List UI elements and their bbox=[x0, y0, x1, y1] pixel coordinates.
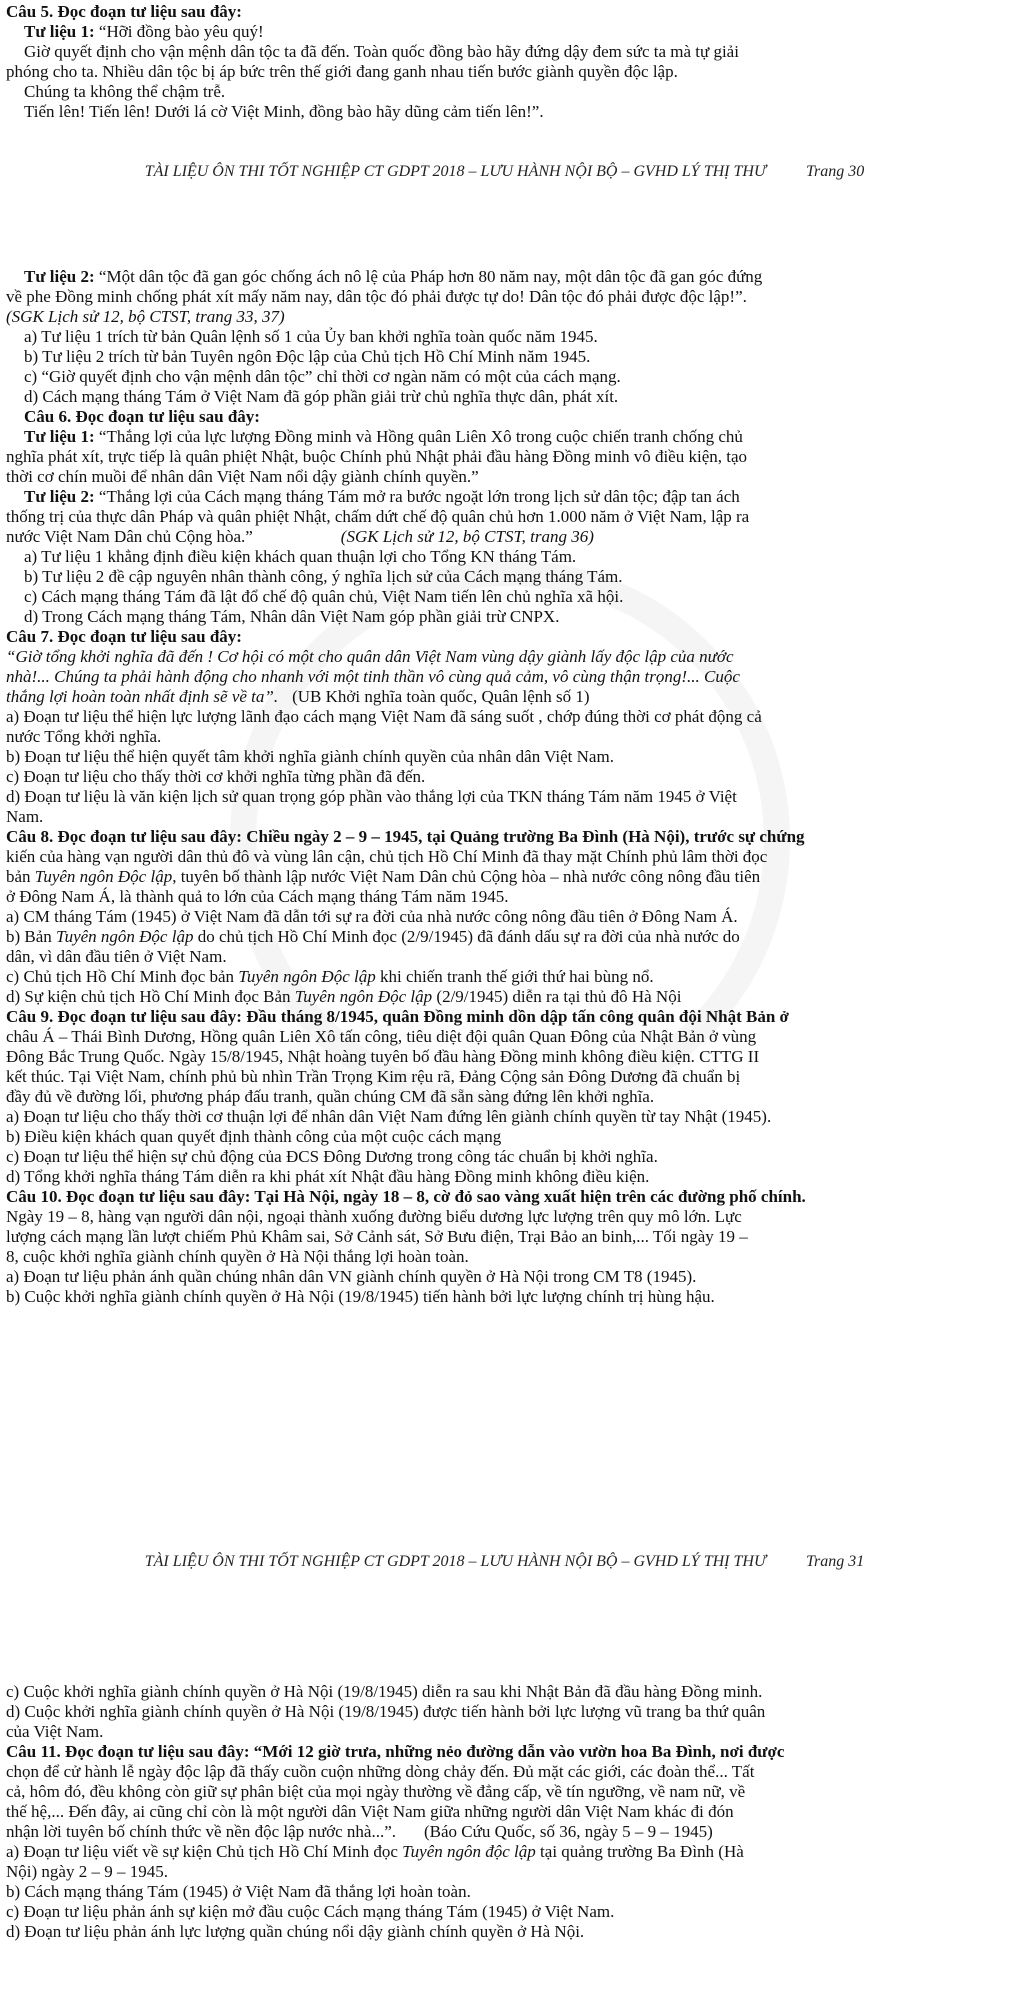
q5-option-b: b) Tư liệu 2 trích từ bản Tuyên ngôn Độc lập của Chủ tịch Hồ Chí Minh năm 1945. bbox=[24, 347, 591, 366]
q6-tl1-line: “Thắng lợi của lực lượng Đồng minh và Hồng quân Liên Xô trong cuộc chiến tranh chống chủ bbox=[94, 427, 743, 446]
q7-option-d: d) Đoạn tư liệu là văn kiện lịch sử quan trọng góp phần vào thắng lợi của TKN tháng Tám năm 1945 ở Việt bbox=[6, 787, 737, 806]
q9-line: kết thúc. Tại Việt Nam, chính phủ bù nhìn Trần Trọng Kim rệu rã, Đảng Cộng sản Đông Dương đã chuẩn bị bbox=[6, 1067, 741, 1086]
q10-option-d-cont: của Việt Nam. bbox=[6, 1722, 104, 1741]
tl1-line: Chúng ta không thể chậm trễ. bbox=[24, 82, 226, 101]
page-31-content bbox=[6, 267, 1003, 1307]
q5-intro: Câu 5. Đọc đoạn tư liệu sau đây: bbox=[6, 2, 242, 21]
page-30-content bbox=[6, 2, 1003, 122]
q10-line: Câu 10. Đọc đoạn tư liệu sau đây: Tại Hà Nội, ngày 18 – 8, cờ đỏ sao vàng xuất hiện trên các đường phố chính. bbox=[6, 1187, 806, 1206]
q8-option-c-italic: Tuyên ngôn Độc lập bbox=[238, 967, 376, 986]
q10-option-d: d) Cuộc khởi nghĩa giành chính quyền ở Hà Nội (19/8/1945) được tiến hành bởi lực lượng vũ trang ba thứ quân bbox=[6, 1702, 766, 1721]
q10-line: 8, cuộc khởi nghĩa giành chính quyền ở Hà Nội thắng lợi hoàn toàn. bbox=[6, 1247, 469, 1266]
q9-line: châu Á – Thái Bình Dương, Hồng quân Liên Xô tấn công, tiêu diệt đội quân Quan Đông của Nhật Bản ở vùng bbox=[6, 1027, 757, 1046]
q7-source: (UB Khởi nghĩa toàn quốc, Quân lệnh số 1) bbox=[292, 687, 590, 706]
q8-option-b-rest: do chủ tịch Hồ Chí Minh đọc (2/9/1945) đã đánh dấu sự ra đời của nhà nước do bbox=[193, 927, 740, 946]
q5-option-c: c) “Giờ quyết định cho vận mệnh dân tộc” chỉ thời cơ ngàn năm có một của cách mạng. bbox=[24, 367, 621, 386]
q11-option-a-rest: tại quảng trường Ba Đình (Hà bbox=[535, 1842, 744, 1861]
q10-line: lượng cách mạng lần lượt chiếm Phủ Khâm sai, Sở Cảnh sát, Sở Bưu điện, Trại Bảo an binh,... Tối ngày 19 – bbox=[6, 1227, 748, 1246]
q8-line-part: bản bbox=[6, 867, 35, 886]
q6-option-a: a) Tư liệu 1 khẳng định điều kiện khách quan thuận lợi cho Tổng KN tháng Tám. bbox=[24, 547, 577, 566]
q9-option-a: a) Đoạn tư liệu cho thấy thời cơ thuận lợi để nhân dân Việt Nam đứng lên giành chính quyền từ tay Nhật (1945). bbox=[6, 1107, 772, 1126]
q5-option-a: a) Tư liệu 1 trích từ bản Quân lệnh số 1 của Ủy ban khởi nghĩa toàn quốc năm 1945. bbox=[24, 327, 598, 346]
q7-option-a-cont: nước Tổng khởi nghĩa. bbox=[6, 727, 162, 746]
q8-option-b: b) Bản bbox=[6, 927, 57, 946]
q6-intro: Câu 6. Đọc đoạn tư liệu sau đây: bbox=[24, 407, 260, 426]
tl1-label: Tư liệu 1: bbox=[24, 22, 95, 41]
q8-option-b-cont: dân, vì dân đầu tiên ở Việt Nam. bbox=[6, 947, 227, 966]
q6-option-c: c) Cách mạng tháng Tám đã lật đổ chế độ quân chủ, Việt Nam tiến lên chủ nghĩa xã hội. bbox=[24, 587, 624, 606]
page-footer-30 bbox=[0, 162, 1009, 182]
q8-line: Câu 8. Đọc đoạn tư liệu sau đây: Chiều ngày 2 – 9 – 1945, tại Quảng trường Ba Đình (Hà Nội), trước sự chứng bbox=[6, 827, 805, 846]
q9-line: Câu 9. Đọc đoạn tư liệu sau đây: Đầu tháng 8/1945, quân Đồng minh dồn dập tấn công quân đội Nhật Bản ở bbox=[6, 1007, 789, 1026]
q10-option-b: b) Cuộc khởi nghĩa giành chính quyền ở Hà Nội (19/8/1945) tiến hành bởi lực lượng chính trị hùng hậu. bbox=[6, 1287, 715, 1306]
tl1-line: phóng cho ta. Nhiều dân tộc bị áp bức trên thế giới đang ganh nhau tiến bước giành quyền độc lập. bbox=[6, 62, 678, 81]
q6-tl2-source: (SGK Lịch sử 12, bộ CTST, trang 36) bbox=[340, 527, 594, 546]
q10-option-c: c) Cuộc khởi nghĩa giành chính quyền ở Hà Nội (19/8/1945) diễn ra sau khi Nhật Bản đã đầu hàng Đồng minh. bbox=[6, 1682, 763, 1701]
q8-line-part: , tuyên bố thành lập nước Việt Nam Dân chủ Cộng hòa – nhà nước công nông đầu tiên bbox=[172, 867, 761, 886]
tl1-line: Giờ quyết định cho vận mệnh dân tộc ta đã đến. Toàn quốc đồng bào hãy đứng dậy đem sức ta mà tự giải bbox=[24, 42, 739, 61]
q9-option-d: d) Tổng khởi nghĩa tháng Tám diễn ra khi phát xít Nhật đầu hàng Đồng minh không điều kiện. bbox=[6, 1167, 650, 1186]
q11-option-a-cont: Nội) ngày 2 – 9 – 1945. bbox=[6, 1862, 168, 1881]
q11-line: cả, hôm đó, đều không còn giữ sự phân biệt của mọi ngày thường về đẳng cấp, về tín ngưỡng, về nam nữ, về bbox=[6, 1782, 746, 1801]
q7-option-d-cont: Nam. bbox=[6, 807, 44, 826]
q11-line: chọn để cử hành lễ ngày độc lập đã thấy cuồn cuộn những dòng chảy đến. Đủ mặt các giới, các đoàn thể... Tất bbox=[6, 1762, 755, 1781]
footer-page-number: Trang 31 bbox=[806, 1553, 865, 1570]
q8-line: kiến của hàng vạn người dân thủ đô và vùng lân cận, chủ tịch Hồ Chí Minh đã thay mặt Chính phủ lâm thời đọc bbox=[6, 847, 768, 866]
q7-option-b: b) Đoạn tư liệu thể hiện quyết tâm khởi nghĩa giành chính quyền của nhân dân Việt Nam. bbox=[6, 747, 614, 766]
q7-intro: Câu 7. Đọc đoạn tư liệu sau đây: bbox=[6, 627, 242, 646]
q8-line-part-italic: Tuyên ngôn Độc lập bbox=[34, 867, 173, 886]
q7-quote-line: thắng lợi hoàn toàn nhất định sẽ về ta”. bbox=[6, 687, 279, 706]
q6-tl1-line: nghĩa phát xít, trực tiếp là quân phiệt Nhật, buộc Chính phủ Nhật phải đầu hàng Đồng minh vô điều kiện, tạo bbox=[6, 447, 748, 466]
q6-tl1-label: Tư liệu 1: bbox=[24, 427, 95, 446]
q6-tl2-line: “Thắng lợi của Cách mạng tháng Tám mở ra bước ngoặt lớn trong lịch sử dân tộc; đập tan ách bbox=[94, 487, 740, 506]
q10-line: Ngày 19 – 8, hàng vạn người dân nội, ngoại thành xuống đường biểu dương lực lượng trên quy mô lớn. Lực bbox=[6, 1207, 742, 1226]
page-footer-31 bbox=[0, 1552, 1009, 1572]
q8-option-c-rest: khi chiến tranh thế giới thứ hai bùng nổ. bbox=[375, 967, 654, 986]
tl2-line: “Một dân tộc đã gan góc chống ách nô lệ của Pháp hơn 80 năm nay, một dân tộc đã gan góc đứng bbox=[94, 267, 763, 286]
q6-tl2-line: nước Việt Nam Dân chủ Cộng hòa.” bbox=[6, 527, 253, 546]
q8-option-b-italic: Tuyên ngôn Độc lập bbox=[56, 927, 194, 946]
q11-option-a: a) Đoạn tư liệu viết về sự kiện Chủ tịch Hồ Chí Minh đọc bbox=[6, 1842, 403, 1861]
q9-option-b: b) Điều kiện khách quan quyết định thành công của một cuộc cách mạng bbox=[6, 1127, 502, 1146]
q8-option-a: a) CM tháng Tám (1945) ở Việt Nam đã dẫn tới sự ra đời của nhà nước công nông đầu tiên ở Đông Nam Á. bbox=[6, 907, 738, 926]
q6-option-d: d) Trong Cách mạng tháng Tám, Nhân dân Việt Nam góp phần giải trừ CNPX. bbox=[24, 607, 560, 626]
q8-option-d-rest: (2/9/1945) diễn ra tại thủ đô Hà Nội bbox=[432, 987, 682, 1006]
q9-line: Đông Bắc Trung Quốc. Ngày 15/8/1945, Nhật hoàng tuyên bố đầu hàng Đồng minh không điều kiện. CTTG II bbox=[6, 1047, 760, 1066]
q11-line: Câu 11. Đọc đoạn tư liệu sau đây: “Mới 12 giờ trưa, những nẻo đường dẫn vào vườn hoa Ba Đình, nơi được bbox=[6, 1742, 785, 1761]
q7-option-c: c) Đoạn tư liệu cho thấy thời cơ khởi nghĩa từng phần đã đến. bbox=[6, 767, 426, 786]
tl1-line: “Hỡi đồng bào yêu quý! bbox=[98, 22, 264, 41]
q5-option-d: d) Cách mạng tháng Tám ở Việt Nam đã góp phần giải trừ chủ nghĩa thực dân, phát xít. bbox=[24, 387, 619, 406]
q9-option-c: c) Đoạn tư liệu thể hiện sự chủ động của ĐCS Đông Dương trong công tác chuẩn bị khởi nghĩa. bbox=[6, 1147, 658, 1166]
q7-quote-line: nhà!... Chúng ta phải hành động cho nhanh với một tinh thần vô cùng quả cảm, vô cùng thận trọng!... Cuộc bbox=[6, 667, 740, 686]
q6-option-b: b) Tư liệu 2 đề cập nguyên nhân thành công, ý nghĩa lịch sử của Cách mạng tháng Tám. bbox=[24, 567, 623, 586]
q8-option-c: c) Chủ tịch Hồ Chí Minh đọc bản bbox=[6, 967, 239, 986]
q11-line: thế hệ,... Đến đây, ai cũng chỉ còn là một người dân Việt Nam giữa những người dân Việt Nam khác đi đón bbox=[6, 1802, 734, 1821]
tl2-label: Tư liệu 2: bbox=[24, 267, 95, 286]
footer-text: TÀI LIỆU ÔN THI TỐT NGHIỆP CT GDPT 2018 – LƯU HÀNH NỘI BỘ – GVHD LÝ THỊ THƯ bbox=[144, 1553, 766, 1570]
q7-quote-line: “Giờ tổng khởi nghĩa đã đến ! Cơ hội có một cho quân dân Việt Nam vùng dậy giành lấy độc lập của nước bbox=[6, 647, 734, 666]
q7-option-a: a) Đoạn tư liệu thể hiện lực lượng lãnh đạo cách mạng Việt Nam đã sáng suốt , chớp đúng thời cơ phát động cả bbox=[6, 707, 762, 726]
q8-option-d-italic: Tuyên ngôn Độc lập bbox=[294, 987, 433, 1006]
q11-source: (Báo Cứu Quốc, số 36, ngày 5 – 9 – 1945) bbox=[424, 1822, 713, 1841]
page-32-content bbox=[6, 1682, 1003, 1942]
q10-option-a: a) Đoạn tư liệu phản ánh quần chúng nhân dân VN giành chính quyền ở Hà Nội trong CM T8 (1945). bbox=[6, 1267, 697, 1286]
tl2-source: (SGK Lịch sử 12, bộ CTST, trang 33, 37) bbox=[6, 307, 285, 326]
q9-line: đầy đủ về đường lối, phương pháp đấu tranh, quần chúng CM đã sẵn sàng đứng lên khởi nghĩa. bbox=[6, 1087, 655, 1106]
q6-tl2-label: Tư liệu 2: bbox=[24, 487, 95, 506]
tl1-line: Tiến lên! Tiến lên! Dưới lá cờ Việt Minh, đồng bào hãy dũng cảm tiến lên!”. bbox=[24, 102, 544, 121]
q11-line: nhận lời tuyên bố chính thức về nền độc lập nước nhà...”. bbox=[6, 1822, 396, 1841]
q8-paragraph-line bbox=[6, 827, 1003, 847]
q11-option-b: b) Cách mạng tháng Tám (1945) ở Việt Nam đã thắng lợi hoàn toàn. bbox=[6, 1882, 471, 1901]
q11-option-d: d) Đoạn tư liệu phản ánh lực lượng quần chúng nổi dậy giành chính quyền ở Hà Nội. bbox=[6, 1922, 585, 1941]
q11-option-c: c) Đoạn tư liệu phản ánh sự kiện mở đầu cuộc Cách mạng tháng Tám (1945) ở Việt Nam. bbox=[6, 1902, 615, 1921]
footer-page-number: Trang 30 bbox=[806, 163, 865, 180]
q11-option-a-italic: Tuyên ngôn độc lập bbox=[402, 1842, 536, 1861]
q6-tl2-line: thống trị của thực dân Pháp và quân phiệt Nhật, chấm dứt chế độ quân chủ hơn 1.000 năm ở Việt Nam, lập ra bbox=[6, 507, 750, 526]
q6-tl1-line: thời cơ chín muồi để nhân dân Việt Nam nổi dậy giành chính quyền.” bbox=[6, 467, 479, 486]
q8-option-d: d) Sự kiện chủ tịch Hồ Chí Minh đọc Bản bbox=[6, 987, 295, 1006]
q8-line: ở Đông Nam Á, là thành quả to lớn của Cách mạng tháng Tám năm 1945. bbox=[6, 887, 509, 906]
footer-text: TÀI LIỆU ÔN THI TỐT NGHIỆP CT GDPT 2018 – LƯU HÀNH NỘI BỘ – GVHD LÝ THỊ THƯ bbox=[144, 163, 766, 180]
tl2-line: về phe Đồng minh chống phát xít mấy năm nay, dân tộc đó phải được tự do! Dân tộc đó phải được độc lập!”. bbox=[6, 287, 747, 306]
